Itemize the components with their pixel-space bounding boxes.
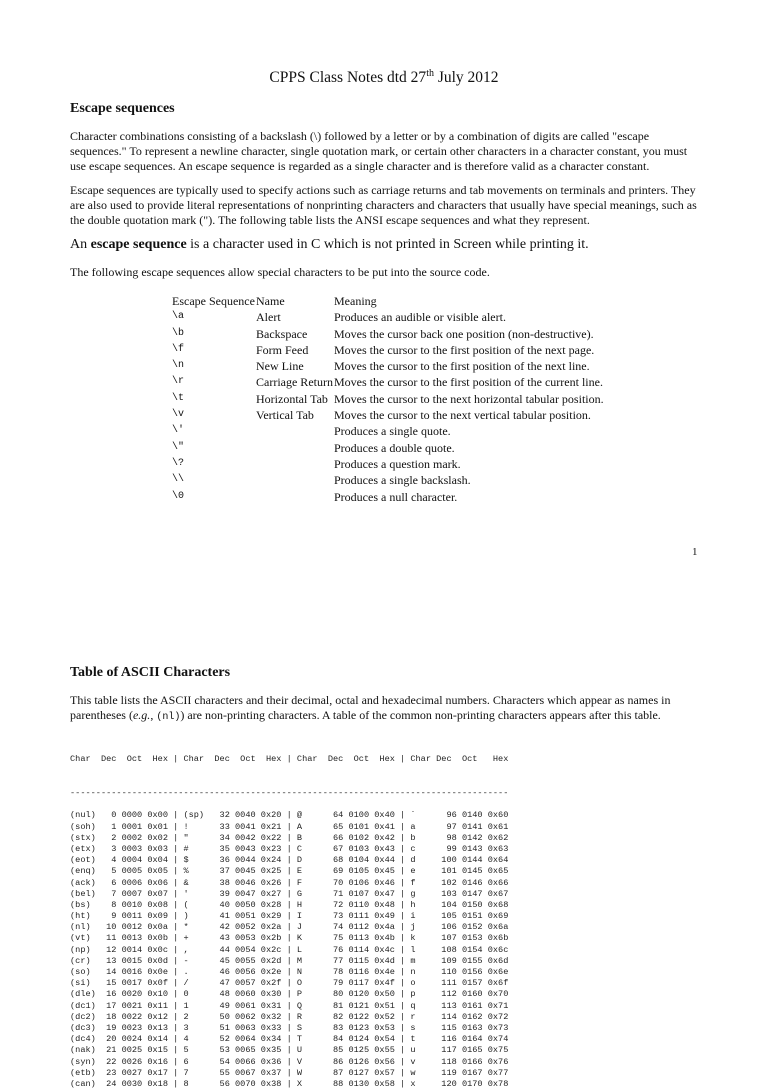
- escape-name: [256, 423, 334, 439]
- table-row: [172, 472, 604, 488]
- table-row: [172, 423, 604, 439]
- escape-name: Carriage Return: [256, 375, 333, 390]
- escape-name: Backspace: [256, 326, 308, 341]
- escape-meaning: Produces a question mark.: [334, 456, 461, 471]
- column-header: Name: [256, 294, 285, 308]
- column-header: Meaning: [334, 294, 377, 308]
- escape-code: \': [172, 425, 185, 437]
- escape-name: [256, 489, 334, 505]
- escape-code: \n: [172, 360, 185, 372]
- escape-meaning: Moves the cursor to the first position of the next page.: [334, 342, 595, 357]
- escape-name: Alert: [256, 310, 281, 325]
- escape-name: New Line: [256, 359, 304, 374]
- ascii-table-rule: -------------------------------------------------------------------------------------: [70, 788, 509, 798]
- escape-code: \f: [172, 343, 185, 355]
- escape-code: \a: [172, 311, 185, 323]
- ascii-row: (si) 15 0017 0x0f | / 47 0057 0x2f | O 79 0117 0x4f | o 111 0157 0x6f: [70, 978, 509, 989]
- ascii-row: (enq) 5 0005 0x05 | % 37 0045 0x25 | E 69 0105 0x45 | e 101 0145 0x65: [70, 866, 509, 877]
- section-heading-escape-sequences: Escape sequences: [70, 101, 175, 116]
- escape-code: \v: [172, 409, 185, 421]
- escape-meaning: Produces a single quote.: [334, 424, 451, 439]
- ascii-row: (bel) 7 0007 0x07 | ' 39 0047 0x27 | G 71 0107 0x47 | g 103 0147 0x67: [70, 888, 509, 899]
- paragraph-escape-definition: Character combinations consisting of a backslash (\) followed by a letter or by a combination of digits are called "escape sequences." To represent a newline character, single quotation mark, or certain other characters in a character constant, you must use escape sequences. An escape sequence is regarded as a single character and is therefore valid as a character constant.: [70, 129, 688, 173]
- ascii-row: (dc1) 17 0021 0x11 | 1 49 0061 0x31 | Q 81 0121 0x51 | q 113 0161 0x71: [70, 1000, 509, 1011]
- table-row: [172, 358, 604, 374]
- paragraph-escape-c: An escape sequence is a character used in C which is not printed in Screen while printing it.: [70, 237, 589, 252]
- table-row: [172, 391, 604, 407]
- table-header-row: [172, 293, 604, 309]
- escape-meaning: Produces a double quote.: [334, 440, 455, 455]
- ascii-row: (nak) 21 0025 0x15 | 5 53 0065 0x35 | U 85 0125 0x55 | u 117 0165 0x75: [70, 1045, 509, 1056]
- table-row: [172, 407, 604, 423]
- escape-meaning: Produces a single backslash.: [334, 473, 471, 488]
- table-row: [172, 342, 604, 358]
- ascii-table-header: Char Dec Oct Hex | Char Dec Oct Hex | Char Dec Oct Hex | Char Dec Oct Hex: [70, 754, 509, 765]
- ascii-row: (stx) 2 0002 0x02 | " 34 0042 0x22 | B 66 0102 0x42 | b 98 0142 0x62: [70, 832, 509, 843]
- paragraph-ascii-intro: This table lists the ASCII characters and their decimal, octal and hexadecimal numbers. Characters which appear as names in parentheses (e.g., (nl)) are non-printing characters. A table of the common non-printing characters appears after this table.: [70, 693, 671, 723]
- table-row: [172, 456, 604, 472]
- ascii-row: (eot) 4 0004 0x04 | $ 36 0044 0x24 | D 68 0104 0x44 | d 100 0144 0x64: [70, 855, 509, 866]
- escape-name: Vertical Tab: [256, 408, 314, 423]
- escape-code: \t: [172, 392, 185, 404]
- ascii-row: (can) 24 0030 0x18 | 8 56 0070 0x38 | X 88 0130 0x58 | x 120 0170 0x78: [70, 1078, 509, 1089]
- escape-name: [256, 440, 334, 456]
- ascii-row: (etb) 23 0027 0x17 | 7 55 0067 0x37 | W 87 0127 0x57 | w 119 0167 0x77: [70, 1067, 509, 1078]
- escape-meaning: Produces an audible or visible alert.: [334, 310, 506, 325]
- escape-name: [256, 472, 334, 488]
- ascii-row: (etx) 3 0003 0x03 | # 35 0043 0x23 | C 67 0103 0x43 | c 99 0143 0x63: [70, 843, 509, 854]
- escape-name: [256, 456, 334, 472]
- page-number: 1: [692, 546, 698, 558]
- ascii-row: (nl) 10 0012 0x0a | * 42 0052 0x2a | J 74 0112 0x4a | j 106 0152 0x6a: [70, 922, 509, 933]
- escape-code: \?: [172, 457, 185, 469]
- paragraph-escape-usage: Escape sequences are typically used to specify actions such as carriage returns and tab movements on terminals and printers. They are also used to provide literal representations of nonprinting characters and characters that usually have special meanings, such as the double quotation mark ("). The following table lists the ANSI escape sequences and what they represent.: [70, 183, 697, 227]
- table-row: [172, 489, 604, 505]
- escape-name: Form Feed: [256, 342, 309, 357]
- column-header: Escape Sequence: [172, 294, 255, 308]
- escape-code: \0: [172, 490, 185, 502]
- ascii-row: (cr) 13 0015 0x0d | - 45 0055 0x2d | M 77 0115 0x4d | m 109 0155 0x6d: [70, 955, 509, 966]
- escape-name: Horizontal Tab: [256, 391, 328, 406]
- ascii-row: (ht) 9 0011 0x09 | ) 41 0051 0x29 | I 73 0111 0x49 | i 105 0151 0x69: [70, 911, 509, 922]
- ascii-row: (soh) 1 0001 0x01 | ! 33 0041 0x21 | A 65 0101 0x41 | a 97 0141 0x61: [70, 821, 509, 832]
- ascii-row: (np) 12 0014 0x0c | , 44 0054 0x2c | L 76 0114 0x4c | l 108 0154 0x6c: [70, 944, 509, 955]
- section-heading-ascii: Table of ASCII Characters: [70, 665, 231, 680]
- escape-code: \r: [172, 376, 185, 388]
- ascii-row: (dc2) 18 0022 0x12 | 2 50 0062 0x32 | R 82 0122 0x52 | r 114 0162 0x72: [70, 1011, 509, 1022]
- paragraph-escape-intro: The following escape sequences allow special characters to be put into the source code.: [70, 265, 490, 279]
- escape-meaning: Moves the cursor to the first position of the current line.: [334, 375, 603, 390]
- ascii-row: (ack) 6 0006 0x06 | & 38 0046 0x26 | F 70 0106 0x46 | f 102 0146 0x66: [70, 877, 509, 888]
- escape-sequence-table: [172, 293, 604, 505]
- ascii-table: [70, 732, 508, 1090]
- ascii-row: (vt) 11 0013 0x0b | + 43 0053 0x2b | K 75 0113 0x4b | k 107 0153 0x6b: [70, 933, 509, 944]
- escape-meaning: Moves the cursor to the next vertical tabular position.: [334, 408, 591, 423]
- table-row: [172, 374, 604, 390]
- escape-meaning: Moves the cursor to the next horizontal tabular position.: [334, 391, 604, 406]
- escape-code: \b: [172, 327, 185, 339]
- table-row: [172, 309, 604, 325]
- escape-meaning: Moves the cursor back one position (non-destructive).: [334, 326, 594, 341]
- ascii-row: (nul) 0 0000 0x00 | (sp) 32 0040 0x20 | @ 64 0100 0x40 | ` 96 0140 0x60: [70, 810, 509, 821]
- table-row: [172, 440, 604, 456]
- ascii-row: (dc3) 19 0023 0x13 | 3 51 0063 0x33 | S 83 0123 0x53 | s 115 0163 0x73: [70, 1022, 509, 1033]
- page-title: CPPS Class Notes dtd 27th July 2012: [269, 68, 499, 86]
- ascii-row: (dle) 16 0020 0x10 | 0 48 0060 0x30 | P 80 0120 0x50 | p 112 0160 0x70: [70, 989, 509, 1000]
- table-row: [172, 326, 604, 342]
- escape-meaning: Produces a null character.: [334, 489, 458, 504]
- ascii-row: (dc4) 20 0024 0x14 | 4 52 0064 0x34 | T 84 0124 0x54 | t 116 0164 0x74: [70, 1034, 509, 1045]
- escape-code: \": [172, 441, 185, 453]
- ascii-row: (so) 14 0016 0x0e | . 46 0056 0x2e | N 78 0116 0x4e | n 110 0156 0x6e: [70, 967, 509, 978]
- ascii-row: (syn) 22 0026 0x16 | 6 54 0066 0x36 | V 86 0126 0x56 | v 118 0166 0x76: [70, 1056, 509, 1067]
- escape-meaning: Moves the cursor to the first position of the next line.: [334, 359, 590, 374]
- ascii-row: (bs) 8 0010 0x08 | ( 40 0050 0x28 | H 72 0110 0x48 | h 104 0150 0x68: [70, 899, 509, 910]
- escape-code: \\: [172, 474, 185, 486]
